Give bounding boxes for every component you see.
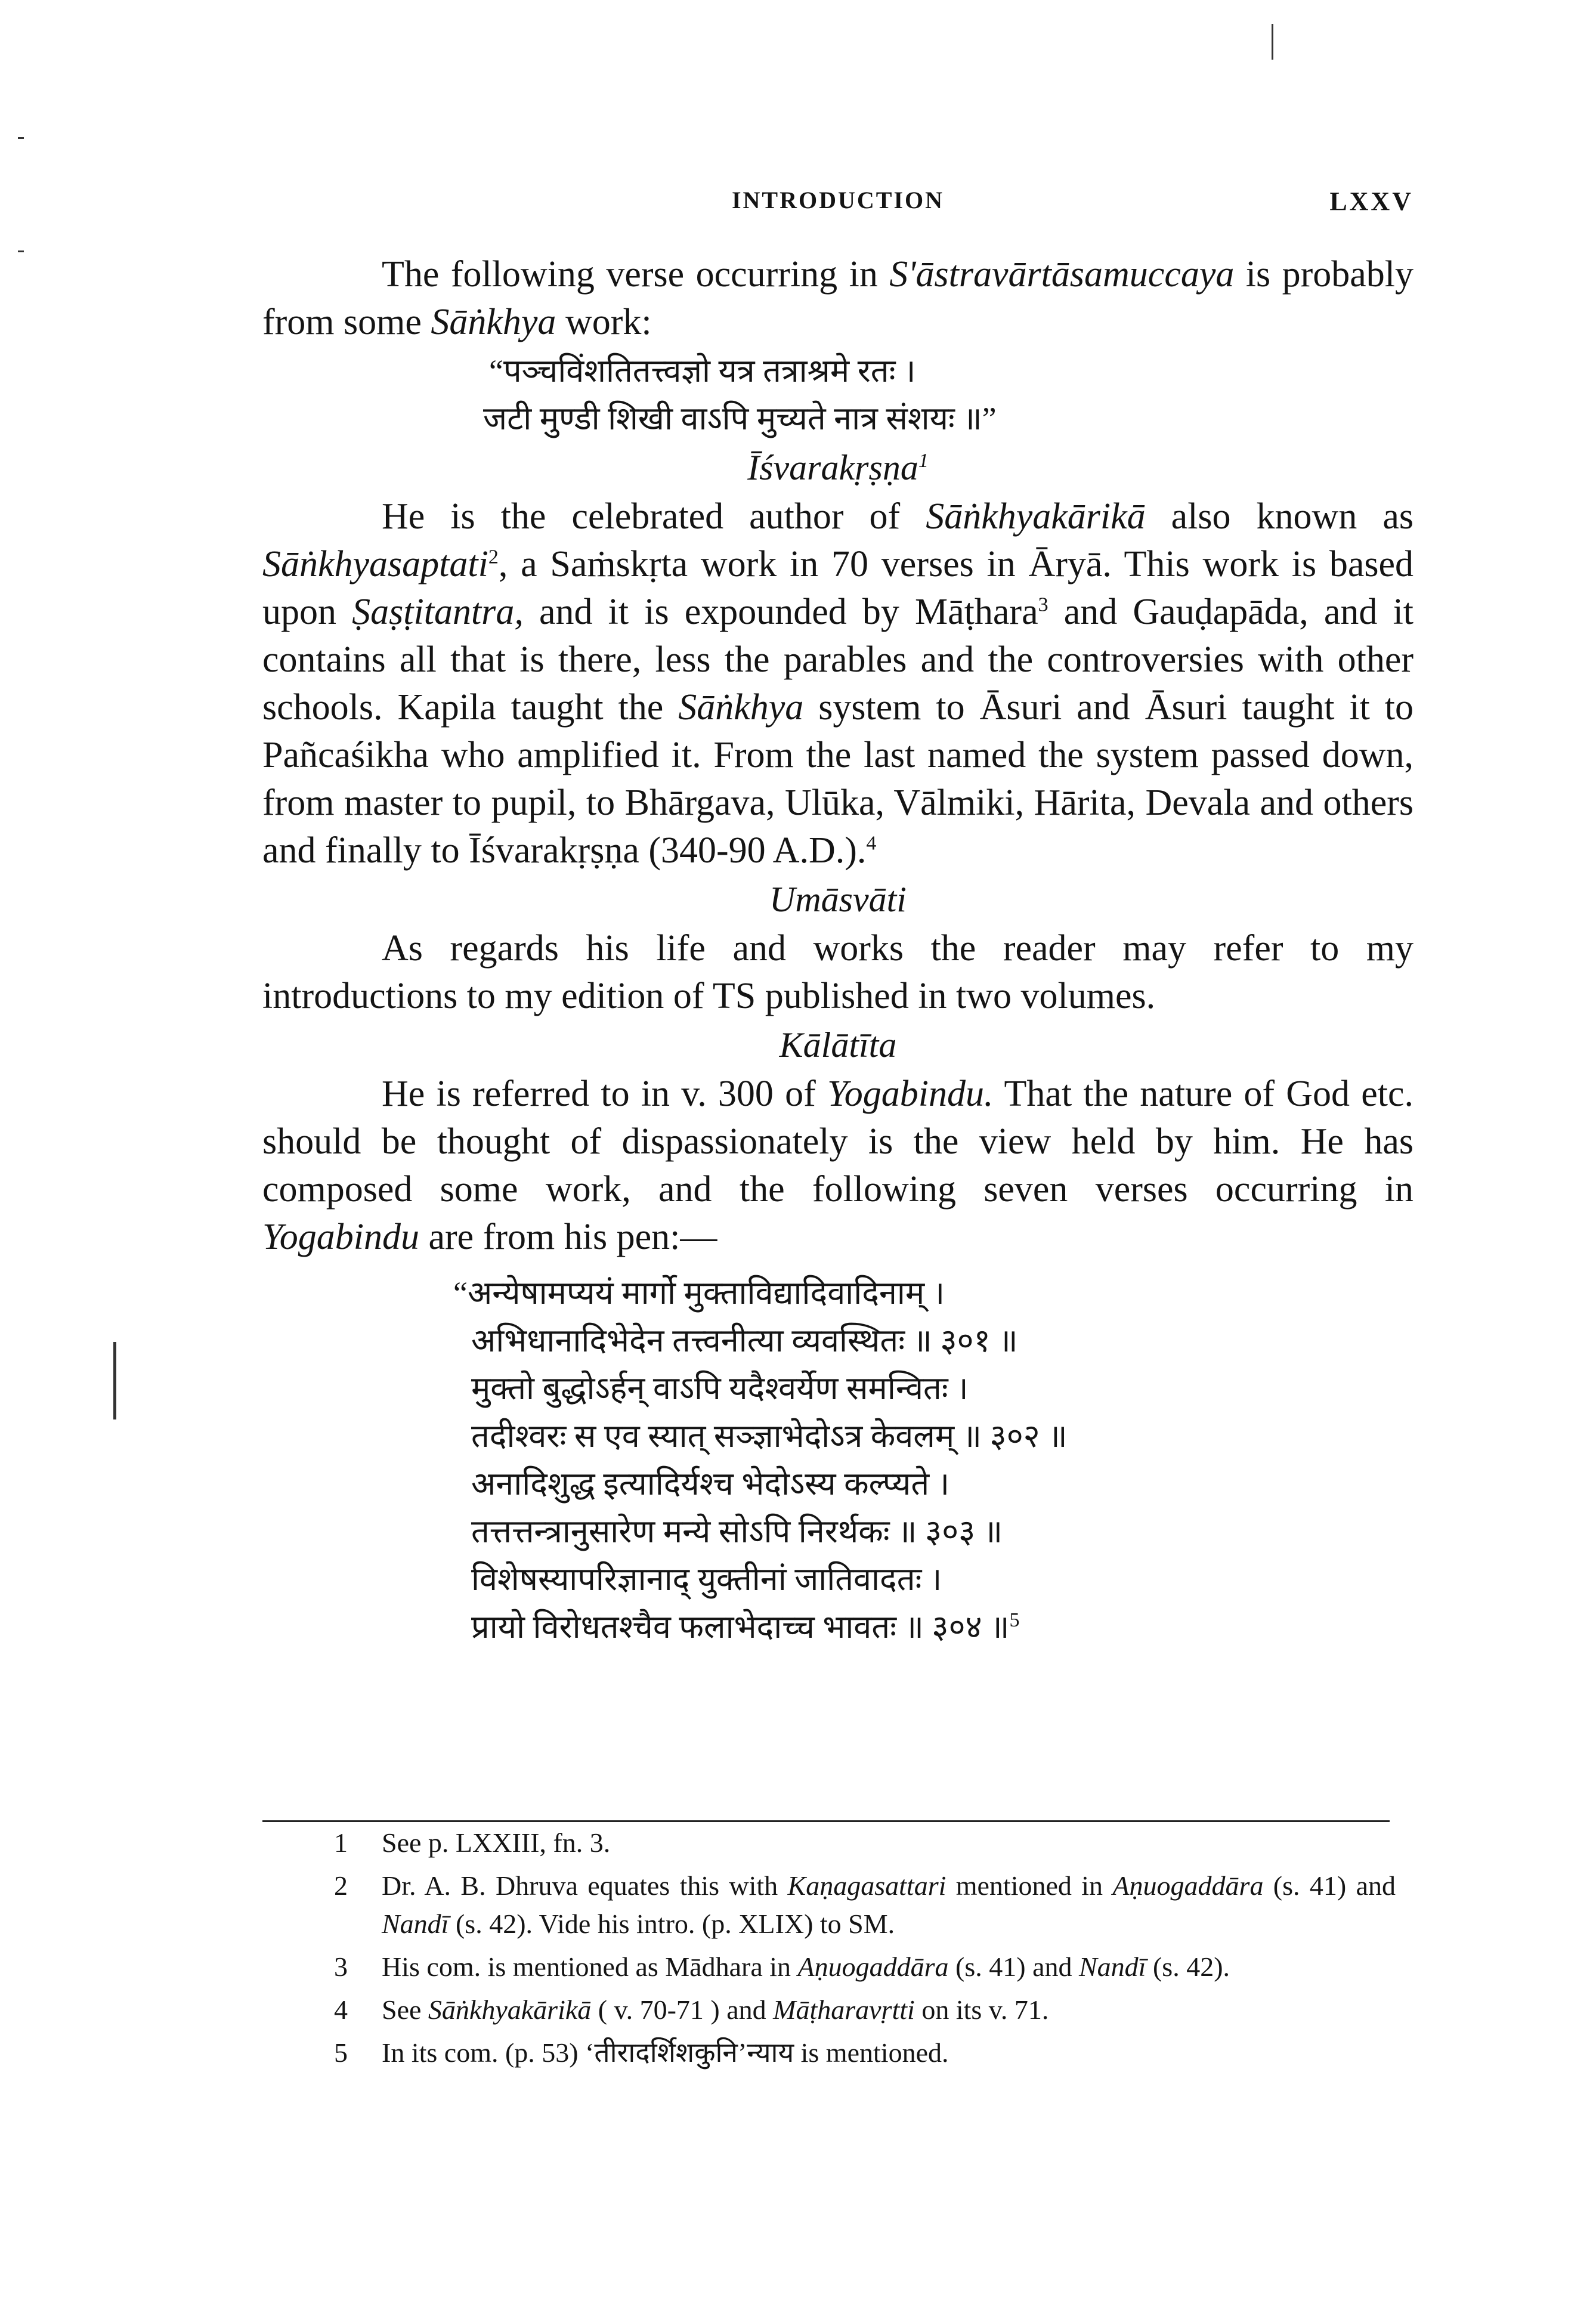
umasvati-paragraph: As regards his life and works the reader may refer to my introductions to my edition of TS published in two volumes.: [262, 928, 1413, 1016]
scan-mark: [113, 1342, 116, 1419]
verse-line: अभिधानादिभेदेन तत्त्वनीत्या व्यवस्थितः ॥ ३०१ ॥: [471, 1323, 1018, 1359]
running-title: INTRODUCTION: [731, 187, 945, 214]
verse-line: तदीश्वरः स एव स्यात् सञ्ज्ञाभेदोऽत्र केवलम् ॥ ३०२ ॥: [471, 1418, 1068, 1454]
footnote-ref: 4: [866, 832, 877, 855]
footnote: 3 His com. is mentioned as Mādhara in Aṇuogaddāra (s. 41) and Nandī (s. 42).: [334, 1948, 1396, 1986]
verse-line: “पञ्चविंशतितत्त्वज्ञो यत्र तत्राश्रमे रतः ।: [489, 353, 916, 389]
footnote-number: 1: [334, 1827, 348, 1858]
footnote-ref: 5: [1009, 1609, 1020, 1631]
footnote-ref: 3: [1038, 593, 1048, 616]
section-heading-kalatita: Kālātīta: [779, 1025, 897, 1065]
footnote-number: 3: [334, 1951, 348, 1982]
section-heading-isvarakrsna: Īśvarakṛṣṇa$^1$: [747, 448, 929, 487]
footnote-number: 5: [334, 2037, 348, 2068]
verse-line: विशेषस्यापरिज्ञानाद् युक्तीनां जातिवादतः ।: [471, 1561, 942, 1597]
footnote-number: 2: [334, 1870, 348, 1901]
footnote: 2 Dr. A. B. Dhruva equates this with Kaṇagasattari mentioned in Aṇuogaddāra (s. 41) and Nandī (s. 42). Vide his intro. (p. XLIX) to SM.: [334, 1867, 1396, 1943]
verse-line: मुक्तो बुद्धोऽर्हन् वाऽपि यदैश्वर्येण समन्वितः ।: [471, 1371, 969, 1406]
page-number: LXXV: [1329, 187, 1413, 216]
kalatita-paragraph: He is referred to in v. 300 of Yogabindu. That the nature of God etc. should be thought of dispassionately is the view held by him. He has composed some work, and the following seven verses occurring in Yogabindu are from his pen:—: [262, 1074, 1413, 1257]
kalatita-verses: [262, 1269, 1413, 1651]
verse-line: प्रायो विरोधतश्चैव फलाभेदाच्च भावतः ॥ ३०४ ॥$^5$: [471, 1609, 1020, 1645]
footnote-number: 4: [334, 1994, 348, 2025]
verse-line: तत्तत्तन्त्रानुसारेण मन्ये सोऽपि निरर्थकः ॥ ३०३ ॥: [471, 1514, 1003, 1550]
running-head: [262, 186, 1413, 222]
footnote-ref: 2: [488, 546, 499, 568]
main-text: [262, 250, 1413, 1651]
footnote-ref: 1: [918, 450, 929, 472]
footnote: 5 In its com. (p. 53) ‘तीरादर्शिशकुनि’न्याय is mentioned.: [334, 2034, 1396, 2072]
scan-mark: [1272, 24, 1273, 60]
footnote: 4 See Sāṅkhyakārikā ( v. 70-71 ) and Māṭharavṛtti on its v. 71.: [334, 1991, 1396, 2029]
verse-line: जटी मुण्डी शिखी वाऽपि मुच्यते नात्र संशयः ॥”: [483, 401, 997, 437]
verse-line: “अन्येषामप्ययं मार्गो मुक्ताविद्यादिवादिनाम् ।: [453, 1275, 945, 1311]
footnote-rule: [262, 1820, 1390, 1822]
scan-mark: [18, 137, 24, 139]
intro-paragraph: The following verse occurring in S'āstravārtāsamuccaya is probably from some Sāṅkhya work:: [262, 254, 1413, 342]
intro-verse: [262, 347, 1413, 443]
verse-line: अनादिशुद्ध इत्यादिर्यश्च भेदोऽस्य कल्प्यते ।: [471, 1466, 950, 1502]
footnotes: [334, 1824, 1396, 2072]
scan-mark: [18, 250, 24, 252]
isvarakrsna-paragraph: He is the celebrated author of Sāṅkhyakārikā also known as Sāṅkhyasaptati$^2$, a Saṁskṛta work in 70 verses in Āryā. This work is based upon Ṣaṣṭitantra, and it is expounded by Māṭhara$^3$ and Gauḍapāda, and it contains all that is there, less the parables and the controversies with other schools. Kapila taught the Sāṅkhya system to Āsuri and Āsuri taught it to Pañcaśikha who amplified it. From the last named the system passed down, from master to pupil, to Bhārgava, Ulūka, Vālmiki, Hārita, Devala and others and finally to Īśvarakṛṣṇa (340-90 A.D.).$^4$: [262, 496, 1414, 871]
section-heading-umasvati: Umāsvāti: [769, 880, 907, 919]
footnote: 1 See p. LXXIII, fn. 3.: [334, 1824, 1396, 1862]
